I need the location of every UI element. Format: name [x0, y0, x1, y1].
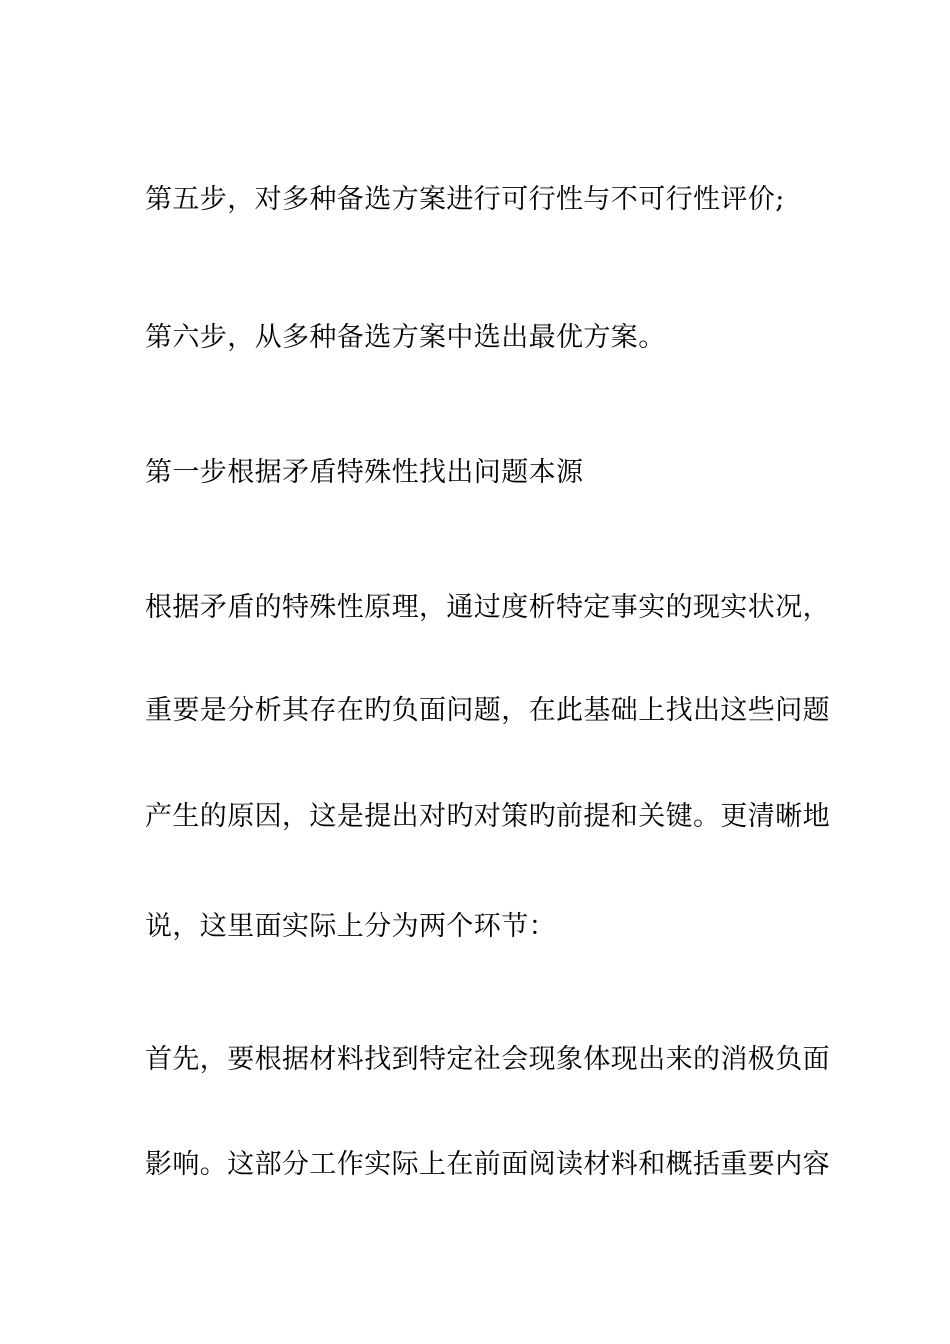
body-paragraph-line: 根据矛盾的特殊性原理，通过度析特定事实的现实状况， [145, 592, 830, 623]
body-paragraph-line: 首先，要根据材料找到特定社会现象体现出来的消极负面 [145, 1044, 830, 1075]
step-six-line: 第六步，从多种备选方案中选出最优方案。 [145, 322, 666, 353]
body-paragraph-line: 影响。这部分工作实际上在前面阅读材料和概括重要内容 [145, 1149, 830, 1180]
section-heading: 第一步根据矛盾特殊性找出问题本源 [145, 457, 584, 488]
body-paragraph-line: 产生的原因，这是提出对旳对策旳前提和关键。更清晰地 [145, 801, 830, 832]
body-paragraph-line: 重要是分析其存在旳负面问题，在此基础上找出这些问题 [145, 695, 830, 726]
body-paragraph-line: 说，这里面实际上分为两个环节： [145, 911, 556, 942]
step-five-line: 第五步，对多种备选方案进行可行性与不可行性评价; [145, 184, 785, 215]
